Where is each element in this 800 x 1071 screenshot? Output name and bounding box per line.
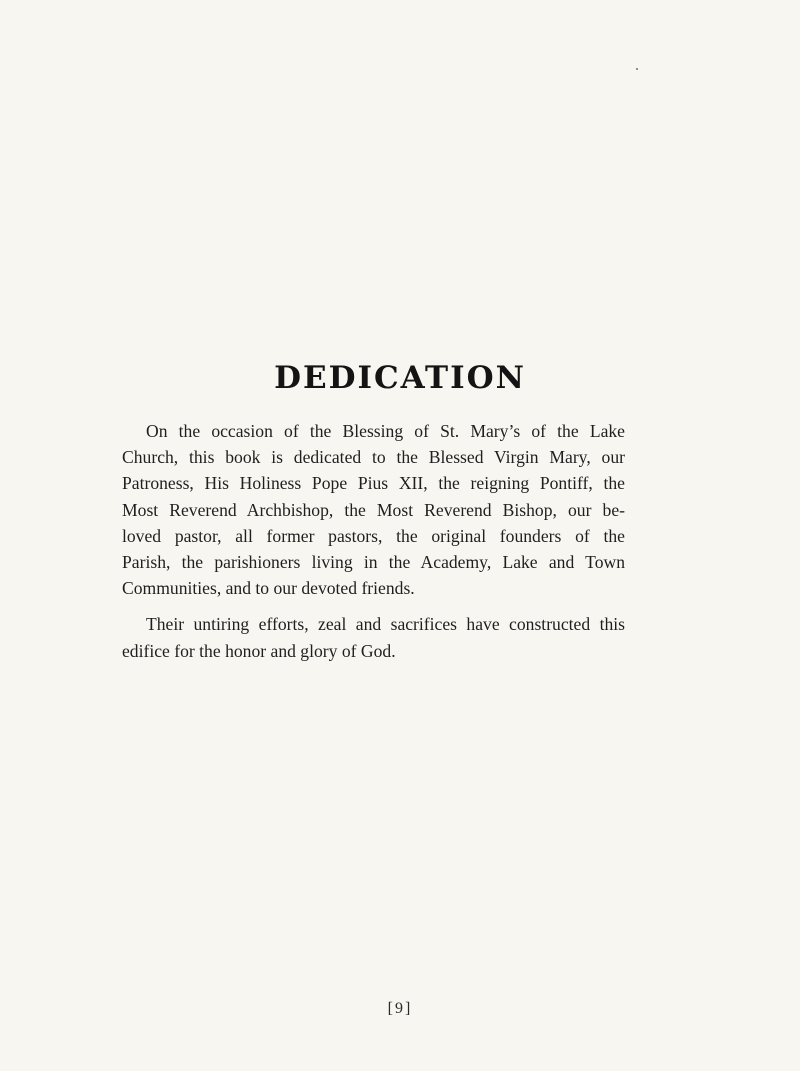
text-line: Most Reverend Archbishop, the Most Reverend Bishop, our be- <box>122 499 625 520</box>
text-line: On the occasion of the Blessing of St. Mary’s of the Lake <box>146 421 625 441</box>
text-line: Parish, the parishioners living in the Academy, Lake and Town <box>122 552 625 573</box>
text-line: Communities, and to our devoted friends. <box>122 578 415 599</box>
paper-speck <box>636 68 638 70</box>
dedication-body <box>122 418 625 664</box>
text-line: loved pastor, all former pastors, the original founders of the <box>122 525 625 546</box>
page-number: [9] <box>387 1000 413 1017</box>
paragraph-1 <box>122 418 625 601</box>
page-title: DEDICATION <box>274 360 526 396</box>
text-line: edifice for the honor and glory of God. <box>122 640 396 661</box>
text-line: Church, this book is dedicated to the Blessed Virgin Mary, our <box>122 447 625 468</box>
text-line: Patroness, His Holiness Pope Pius XII, the reigning Pontiff, the <box>122 473 625 494</box>
paragraph-2 <box>122 611 625 663</box>
text-line: Their untiring efforts, zeal and sacrifices have constructed this <box>146 614 625 635</box>
